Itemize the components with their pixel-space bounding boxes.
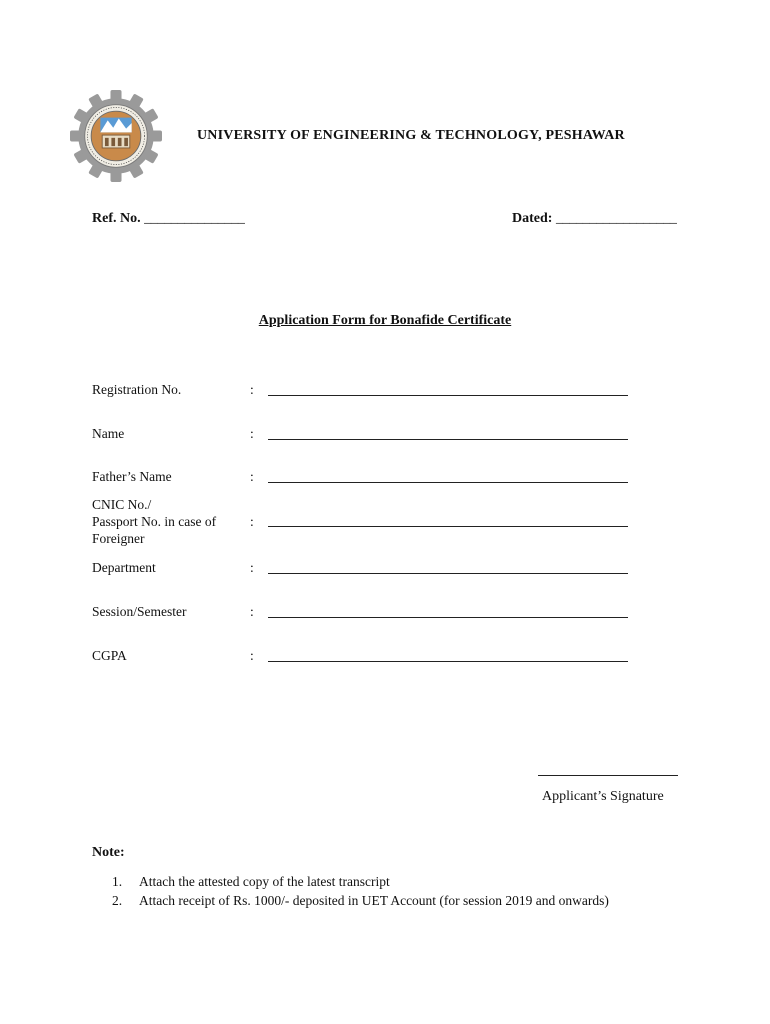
signature-label: Applicant’s Signature <box>542 789 664 804</box>
field-label-multiline <box>92 496 242 547</box>
note-list <box>112 872 676 910</box>
field-colon: : <box>250 604 254 619</box>
field-label-line3: Foreigner <box>92 531 145 546</box>
field-label-line2: Passport No. in case of <box>92 514 217 529</box>
form-title: Application Form for Bonafide Certificate <box>258 313 512 328</box>
field-label: Department <box>92 560 156 575</box>
field-label: Name <box>92 426 125 441</box>
note-number: 1. <box>112 874 123 889</box>
dated-label: Dated: <box>512 211 553 226</box>
field-input-line[interactable] <box>268 526 628 527</box>
note-heading: Note: <box>92 845 125 860</box>
note-number: 2. <box>112 893 123 908</box>
field-input-line[interactable] <box>268 482 628 483</box>
field-colon: : <box>250 514 254 529</box>
field-input-line[interactable] <box>268 661 628 662</box>
field-colon: : <box>250 469 254 484</box>
note-text: Attach the attested copy of the latest transcript <box>139 874 390 889</box>
field-input-line[interactable] <box>268 395 628 396</box>
field-label: CGPA <box>92 648 127 663</box>
note-item <box>112 891 676 910</box>
field-label: Session/Semester <box>92 604 187 619</box>
field-colon: : <box>250 382 254 397</box>
ref-no <box>92 211 245 227</box>
dated-blank[interactable]: __________________ <box>555 211 677 226</box>
university-name: UNIVERSITY OF ENGINEERING & TECHNOLOGY, PESHAWAR <box>197 128 625 143</box>
field-colon: : <box>250 560 254 575</box>
dated <box>512 211 677 227</box>
field-input-line[interactable] <box>268 573 628 574</box>
field-colon: : <box>250 648 254 663</box>
field-label-line1: CNIC No./ <box>92 497 152 512</box>
note-item <box>112 872 676 891</box>
field-input-line[interactable] <box>268 439 628 440</box>
ref-no-label: Ref. No. <box>92 211 141 226</box>
ref-no-blank[interactable]: _______________ <box>144 211 245 226</box>
field-colon: : <box>250 426 254 441</box>
field-label: Registration No. <box>92 382 182 397</box>
signature-line[interactable] <box>538 775 678 776</box>
note-text: Attach receipt of Rs. 1000/- deposited in UET Account (for session 2019 and onwards) <box>139 893 609 908</box>
uet-peshawar-logo <box>70 90 162 182</box>
field-input-line[interactable] <box>268 617 628 618</box>
field-label: Father’s Name <box>92 469 172 484</box>
